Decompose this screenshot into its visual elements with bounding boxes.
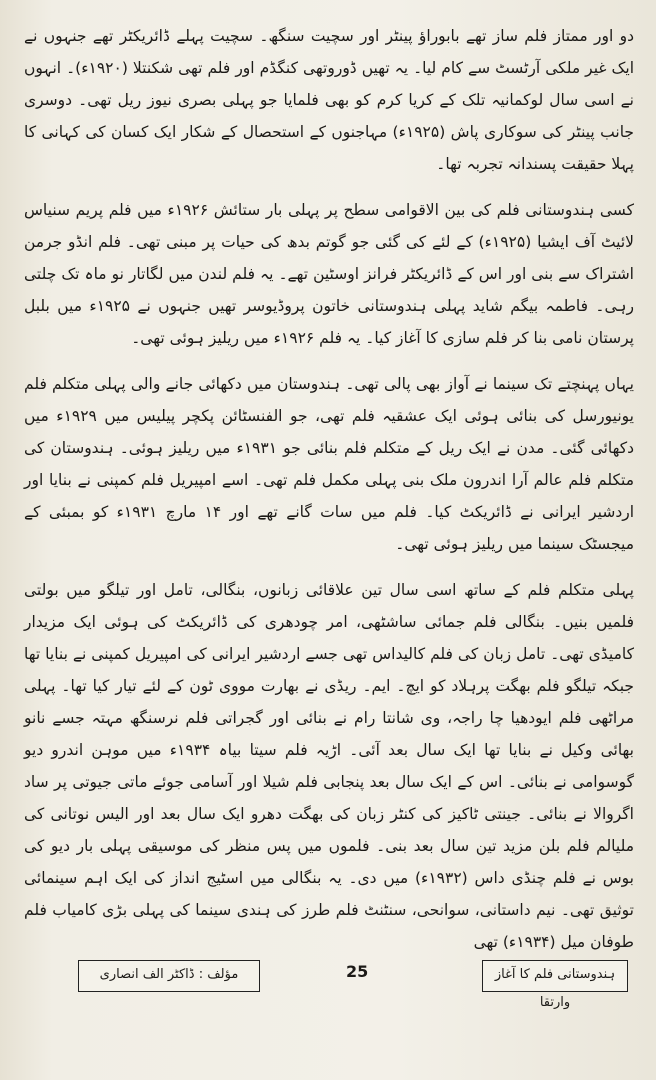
paragraph-2: کسی ہندوستانی فلم کی بین الاقوامی سطح پر پہلی بار ستائش ۱۹۲۶ء میں فلم پریم سنیاس لائیٹ آف ایشیا (۱۹۲۵ء) کے لئے کی گئی جو گوتم بدھ کی حیات پر مبنی تھی۔ فلم انڈو جرمن اشتراک سے بنی اور اس کے ڈائریکٹر فرانز اوسٹین تھے۔ یہ فلم لندن میں لگاتار نو ماہ تک چلتی رہی۔ فاطمہ بیگم شاید پہلی ہندوستانی خاتون پروڈیوسر تھیں جنہوں نے ۱۹۲۵ء میں بلبل پرستان نامی بنا کر فلم سازی کا آغاز کیا۔ یہ فلم ۱۹۲۶ء میں ریلیز ہوئی تھی۔ [24,201,634,347]
author-credit: مؤلف : ڈاکٹر الف انصاری [78,960,260,992]
body-text [24,20,634,958]
paragraph-4: پہلی متکلم فلم کے ساتھ اسی سال تین علاقائی زبانوں، بنگالی، تامل اور تیلگو میں بولتی فلمیں بنیں۔ بنگالی فلم جمائی ساشٹھی، امر چودھری کی ڈائریکٹ کی ہوئی ایک مزیدار کامیڈی تھی۔ تامل زبان کی فلم کالیداس تھی جسے اردشیر ایرانی کی امپیریل کمپنی نے بنایا تھا جبکہ تیلگو فلم بھگت پرہلاد کو ایچ۔ ایم۔ ریڈی نے بھارت مووی ٹون کے لئے تیار کیا تھا۔ پہلی مراٹھی فلم ایودھیا چا راجہ، وی شانتا رام نے بنائی اور گجراتی فلم نرسنگھ مہتہ جسے نانو بھائی وکیل نے بنایا تھا ایک سال بعد آئی۔ اڑیہ فلم سیتا بیاہ ۱۹۳۴ء میں موہن اندرو دیو گوسوامی نے بنائی۔ اس کے ایک سال بعد پنجابی فلم شیلا اور آسامی جوئے ماتی جیوتی پر ساد اگروالا نے بنائی۔ جینتی ٹاکیز کی کنٹر زبان کی بھگت دھرو ایک سال بعد اور الیس نوتانی کی ملیالم فلم بلن مزید تین سال بعد بنی۔ فلموں میں پس منظر کی موسیقی پہلی بار دیو کی بوس نے فلم چنڈی داس (۱۹۳۲ء) میں دی۔ یہ بنگالی میں اسٹیج انداز کی ایک اہم سینمائی توثیق تھی۔ نیم داستانی، سوانحی، سنٹنٹ فلم طرز کی ہندی سینما کی پہلی بڑی کامیاب فلم طوفان میل (۱۹۳۴ء) تھی [24,581,634,951]
page-number: 25 [346,962,369,981]
book-title: ہندوستانی فلم کا آغاز وارتقا [482,960,628,992]
paragraph-1: دو اور ممتاز فلم ساز تھے بابوراؤ پینٹر اور سچیت سنگھ۔ سچیت پہلے ڈائریکٹر تھے جنہوں نے ایک غیر ملکی آرٹسٹ سے کام لیا۔ یہ تھیں ڈوروتھی کنگڈم اور فلم تھی شکنتلا (۱۹۲۰ء)۔ انہوں نے اسی سال لوکمانیہ تلک کے کریا کرم کو بھی فلمایا جو پہلی بصری نیوز ریل تھی۔ دوسری جانب پینٹر کی سوکاری پاش (۱۹۲۵ء) مہاجنوں کے استحصال کے شکار ایک کسان کی کہانی کا پہلا حقیقت پسندانہ تجربہ تھا۔ [24,27,634,173]
paragraph-3: یہاں پہنچتے تک سینما نے آواز بھی پالی تھی۔ ہندوستان میں دکھائی جانے والی پہلی متکلم فلم یونیورسل کی بنائی ہوئی ایک عشقیہ فلم تھی، جو الفنسٹائن پکچر پیلیس میں ۱۹۲۹ء میں دکھائی گئی۔ مدن نے ایک ریل کے متکلم فلم بنائی جو ۱۹۳۱ء میں ریلیز ہوئی۔ ہندوستان کی متکلم فلم عالم آرا اندرون ملک بنی پہلی مکمل فلم تھی۔ اسے امپیریل فلم کمپنی نے بنایا اور اردشیر ایرانی نے ڈائریکٹ کیا۔ فلم میں سات گانے تھے اور ۱۴ مارچ ۱۹۳۱ء کو بمبئی کے میجسٹک سینما میں ریلیز ہوئی تھی۔ [24,375,635,553]
page-footer [0,960,656,1008]
